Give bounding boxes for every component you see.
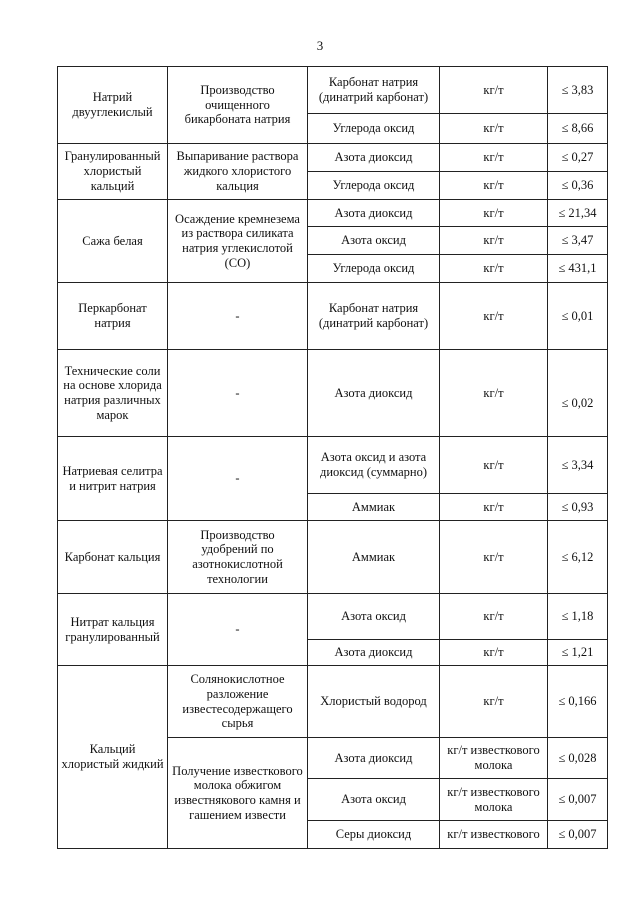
pollutant-cell: Аммиак bbox=[308, 494, 440, 521]
emissions-table bbox=[57, 66, 608, 849]
limit-value-cell: ≤ 0,007 bbox=[548, 779, 608, 821]
unit-cell: кг/т bbox=[440, 666, 548, 738]
limit-value-cell: ≤ 1,18 bbox=[548, 594, 608, 640]
unit-cell: кг/т bbox=[440, 255, 548, 283]
table-row bbox=[58, 437, 608, 494]
pollutant-cell: Серы диоксид bbox=[308, 821, 440, 849]
unit-cell: кг/т bbox=[440, 283, 548, 350]
table-row bbox=[58, 594, 608, 640]
substance-cell: Натриевая селитра и нитрит натрия bbox=[58, 437, 168, 521]
limit-value-cell: ≤ 1,21 bbox=[548, 640, 608, 666]
substance-cell: Кальций хлористый жидкий bbox=[58, 666, 168, 849]
unit-cell: кг/т bbox=[440, 350, 548, 437]
limit-value-cell: ≤ 6,12 bbox=[548, 521, 608, 594]
unit-cell: кг/т известкового молока bbox=[440, 738, 548, 779]
table-row bbox=[58, 350, 608, 437]
process-cell: - bbox=[168, 350, 308, 437]
substance-cell: Технические соли на основе хлорида натрия различных марок bbox=[58, 350, 168, 437]
table-row bbox=[58, 67, 608, 114]
process-cell: Осаждение кремнезема из раствора силиката натрия углекислотой (СО) bbox=[168, 200, 308, 283]
limit-value-cell: ≤ 431,1 bbox=[548, 255, 608, 283]
unit-cell: кг/т bbox=[440, 227, 548, 255]
limit-value-cell: ≤ 0,93 bbox=[548, 494, 608, 521]
limit-value-cell: ≤ 0,166 bbox=[548, 666, 608, 738]
pollutant-cell: Азота диоксид bbox=[308, 738, 440, 779]
unit-cell: кг/т bbox=[440, 521, 548, 594]
unit-cell: кг/т bbox=[440, 114, 548, 144]
table-row bbox=[58, 283, 608, 350]
table-row bbox=[58, 666, 608, 738]
unit-cell: кг/т bbox=[440, 494, 548, 521]
pollutant-cell: Азота диоксид bbox=[308, 350, 440, 437]
unit-cell: кг/т bbox=[440, 640, 548, 666]
table-row bbox=[58, 521, 608, 594]
pollutant-cell: Азота оксид bbox=[308, 227, 440, 255]
substance-cell: Карбонат кальция bbox=[58, 521, 168, 594]
process-cell: Солянокислотное разложение известесодержащего сырья bbox=[168, 666, 308, 738]
limit-value-cell: ≤ 0,007 bbox=[548, 821, 608, 849]
pollutant-cell: Азота диоксид bbox=[308, 200, 440, 227]
limit-value-cell: ≤ 0,01 bbox=[548, 283, 608, 350]
unit-cell: кг/т bbox=[440, 594, 548, 640]
pollutant-cell: Карбонат натрия (динатрий карбонат) bbox=[308, 283, 440, 350]
process-cell: Производство очищенного бикарбоната натрия bbox=[168, 67, 308, 144]
page-number: 3 bbox=[316, 38, 324, 53]
pollutant-cell: Азота оксид bbox=[308, 779, 440, 821]
unit-cell: кг/т bbox=[440, 67, 548, 114]
pollutant-cell: Азота диоксид bbox=[308, 144, 440, 172]
pollutant-cell: Углерода оксид bbox=[308, 114, 440, 144]
pollutant-cell: Углерода оксид bbox=[308, 255, 440, 283]
limit-value-cell: ≤ 0,27 bbox=[548, 144, 608, 172]
pollutant-cell: Хлористый водород bbox=[308, 666, 440, 738]
pollutant-cell: Углерода оксид bbox=[308, 172, 440, 200]
limit-value-cell: ≤ 0,028 bbox=[548, 738, 608, 779]
process-cell: - bbox=[168, 594, 308, 666]
process-cell: Производство удобрений по азотнокислотной технологии bbox=[168, 521, 308, 594]
pollutant-cell: Аммиак bbox=[308, 521, 440, 594]
unit-cell: кг/т bbox=[440, 200, 548, 227]
table-row bbox=[58, 144, 608, 172]
limit-value-cell: ≤ 0,36 bbox=[548, 172, 608, 200]
process-cell: - bbox=[168, 283, 308, 350]
process-cell: Получение известкового молока обжигом известнякового камня и гашением извести bbox=[168, 738, 308, 849]
limit-value-cell: ≤ 8,66 bbox=[548, 114, 608, 144]
pollutant-cell: Азота диоксид bbox=[308, 640, 440, 666]
process-cell: Выпаривание раствора жидкого хлористого кальция bbox=[168, 144, 308, 200]
pollutant-cell: Азота оксид и азота диоксид (суммарно) bbox=[308, 437, 440, 494]
limit-value-cell: ≤ 3,47 bbox=[548, 227, 608, 255]
substance-cell: Перкарбонат натрия bbox=[58, 283, 168, 350]
table-row bbox=[58, 200, 608, 227]
unit-cell: кг/т bbox=[440, 144, 548, 172]
unit-cell: кг/т известкового молока bbox=[440, 779, 548, 821]
substance-cell: Нитрат кальция гранулированный bbox=[58, 594, 168, 666]
limit-value-cell: ≤ 3,83 bbox=[548, 67, 608, 114]
unit-cell: кг/т bbox=[440, 437, 548, 494]
unit-cell: кг/т известкового bbox=[440, 821, 548, 849]
substance-cell: Сажа белая bbox=[58, 200, 168, 283]
limit-value-cell: ≤ 21,34 bbox=[548, 200, 608, 227]
limit-value-cell: ≤ 0,02 bbox=[548, 350, 608, 437]
substance-cell: Гранулированный хлористый кальций bbox=[58, 144, 168, 200]
unit-cell: кг/т bbox=[440, 172, 548, 200]
substance-cell: Натрий двууглекислый bbox=[58, 67, 168, 144]
process-cell: - bbox=[168, 437, 308, 521]
pollutant-cell: Азота оксид bbox=[308, 594, 440, 640]
pollutant-cell: Карбонат натрия (динатрий карбонат) bbox=[308, 67, 440, 114]
limit-value-cell: ≤ 3,34 bbox=[548, 437, 608, 494]
